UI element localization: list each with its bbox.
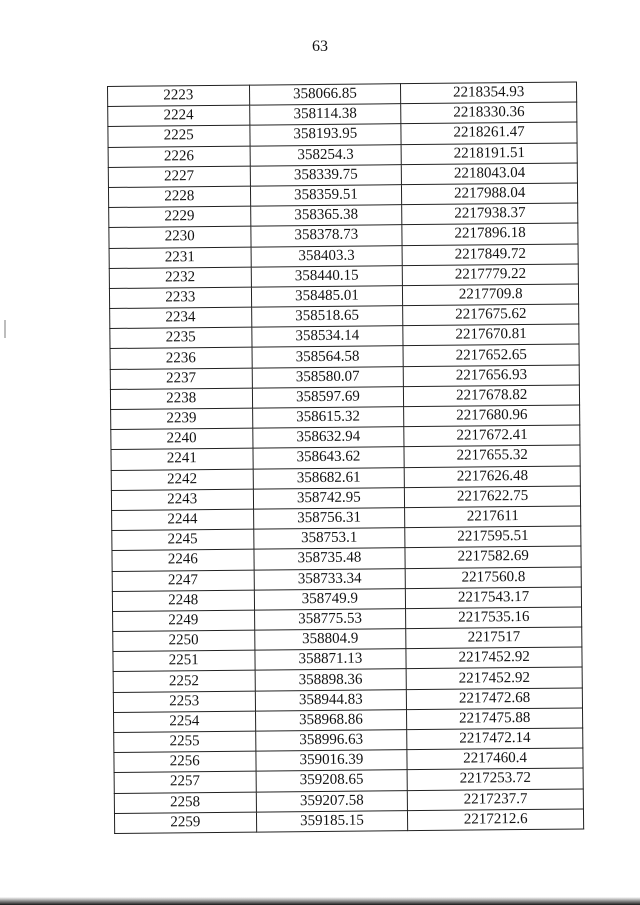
- x-coordinate-cell: 358996.63: [255, 730, 407, 752]
- x-coordinate-cell: 359185.15: [256, 810, 408, 832]
- x-coordinate-cell: 359207.58: [256, 790, 408, 812]
- y-coordinate-cell: 2217475.88: [407, 708, 583, 730]
- point-number-cell: 2241: [111, 448, 253, 470]
- x-coordinate-cell: 358580.07: [252, 366, 404, 388]
- point-number-cell: 2258: [114, 792, 256, 814]
- y-coordinate-cell: 2217543.17: [406, 587, 582, 609]
- y-coordinate-cell: 2217560.8: [405, 566, 581, 588]
- y-coordinate-cell: 2217535.16: [406, 607, 582, 629]
- point-number-cell: 2239: [111, 408, 253, 430]
- point-number-cell: 2243: [111, 489, 253, 511]
- y-coordinate-cell: 2217675.62: [403, 304, 579, 326]
- y-coordinate-cell: 2217896.18: [402, 223, 578, 245]
- point-number-cell: 2244: [112, 509, 254, 531]
- x-coordinate-cell: 358749.9: [254, 588, 406, 610]
- x-coordinate-cell: 358193.95: [249, 124, 401, 146]
- point-number-cell: 2224: [108, 105, 250, 127]
- y-coordinate-cell: 2217472.68: [407, 688, 583, 710]
- y-coordinate-cell: 2217212.6: [408, 809, 584, 831]
- scan-bottom-edge: [0, 897, 640, 905]
- y-coordinate-cell: 2218261.47: [401, 122, 577, 144]
- point-number-cell: 2248: [112, 590, 254, 612]
- y-coordinate-cell: 2217452.92: [406, 667, 582, 689]
- point-number-cell: 2259: [114, 812, 256, 834]
- point-number-cell: 2234: [110, 307, 252, 329]
- x-coordinate-cell: 358615.32: [252, 407, 404, 429]
- coordinate-table: [107, 81, 584, 833]
- x-coordinate-cell: 358339.75: [250, 164, 402, 186]
- x-coordinate-cell: 358742.95: [253, 487, 405, 509]
- x-coordinate-cell: 358254.3: [250, 144, 402, 166]
- point-number-cell: 2230: [109, 226, 251, 248]
- point-number-cell: 2240: [111, 428, 253, 450]
- point-number-cell: 2237: [110, 368, 252, 390]
- y-coordinate-cell: 2217655.32: [404, 445, 580, 467]
- y-coordinate-cell: 2217652.65: [403, 344, 579, 366]
- x-coordinate-cell: 358632.94: [252, 427, 404, 449]
- x-coordinate-cell: 358365.38: [250, 205, 402, 227]
- y-coordinate-cell: 2217622.75: [405, 486, 581, 508]
- y-coordinate-cell: 2217253.72: [407, 768, 583, 790]
- y-coordinate-cell: 2217237.7: [408, 789, 584, 811]
- point-number-cell: 2246: [112, 549, 254, 571]
- x-coordinate-cell: 358564.58: [252, 346, 404, 368]
- x-coordinate-cell: 358485.01: [251, 286, 403, 308]
- y-coordinate-cell: 2217988.04: [402, 183, 578, 205]
- scan-mark: [4, 320, 6, 338]
- x-coordinate-cell: 359016.39: [255, 750, 407, 772]
- x-coordinate-cell: 358066.85: [249, 84, 401, 106]
- y-coordinate-cell: 2217656.93: [404, 365, 580, 387]
- y-coordinate-cell: 2217452.92: [406, 647, 582, 669]
- x-coordinate-cell: 358643.62: [253, 447, 405, 469]
- y-coordinate-cell: 2217779.22: [403, 264, 579, 286]
- x-coordinate-cell: 358733.34: [254, 568, 406, 590]
- x-coordinate-cell: 358898.36: [255, 669, 407, 691]
- point-number-cell: 2236: [110, 348, 252, 370]
- point-number-cell: 2251: [113, 650, 255, 672]
- y-coordinate-cell: 2218330.36: [401, 102, 577, 124]
- y-coordinate-cell: 2217582.69: [405, 546, 581, 568]
- point-number-cell: 2250: [113, 630, 255, 652]
- point-number-cell: 2223: [108, 85, 250, 107]
- point-number-cell: 2249: [113, 610, 255, 632]
- point-number-cell: 2238: [110, 388, 252, 410]
- point-number-cell: 2233: [109, 287, 251, 309]
- point-number-cell: 2254: [114, 711, 256, 733]
- point-number-cell: 2231: [109, 247, 251, 269]
- point-number-cell: 2225: [108, 126, 250, 148]
- point-number-cell: 2252: [113, 671, 255, 693]
- y-coordinate-cell: 2217611: [405, 506, 581, 528]
- x-coordinate-cell: 358944.83: [255, 689, 407, 711]
- x-coordinate-cell: 358597.69: [252, 386, 404, 408]
- point-number-cell: 2226: [108, 146, 250, 168]
- point-number-cell: 2242: [111, 469, 253, 491]
- point-number-cell: 2235: [110, 327, 252, 349]
- x-coordinate-cell: 358804.9: [254, 629, 406, 651]
- point-number-cell: 2228: [108, 186, 250, 208]
- point-number-cell: 2247: [112, 570, 254, 592]
- point-number-cell: 2229: [109, 206, 251, 228]
- x-coordinate-cell: 358775.53: [254, 609, 406, 631]
- y-coordinate-cell: 2218191.51: [401, 143, 577, 165]
- y-coordinate-cell: 2217517: [406, 627, 582, 649]
- x-coordinate-cell: 358403.3: [251, 245, 403, 267]
- x-coordinate-cell: 358735.48: [253, 548, 405, 570]
- point-number-cell: 2245: [112, 529, 254, 551]
- y-coordinate-cell: 2218354.93: [401, 82, 577, 104]
- x-coordinate-cell: 358534.14: [251, 326, 403, 348]
- x-coordinate-cell: 358440.15: [251, 265, 403, 287]
- point-number-cell: 2253: [113, 691, 255, 713]
- point-number-cell: 2255: [114, 731, 256, 753]
- x-coordinate-cell: 358756.31: [253, 508, 405, 530]
- y-coordinate-cell: 2217849.72: [402, 243, 578, 265]
- point-number-cell: 2227: [108, 166, 250, 188]
- x-coordinate-cell: 358378.73: [250, 225, 402, 247]
- y-coordinate-cell: 2217472.14: [407, 728, 583, 750]
- x-coordinate-cell: 358968.86: [255, 709, 407, 731]
- x-coordinate-cell: 358359.51: [250, 185, 402, 207]
- y-coordinate-cell: 2217670.81: [403, 324, 579, 346]
- y-coordinate-cell: 2217678.82: [404, 385, 580, 407]
- x-coordinate-cell: 358753.1: [253, 528, 405, 550]
- y-coordinate-cell: 2217709.8: [403, 284, 579, 306]
- y-coordinate-cell: 2217626.48: [405, 466, 581, 488]
- x-coordinate-cell: 358871.13: [254, 649, 406, 671]
- y-coordinate-cell: 2217595.51: [405, 526, 581, 548]
- point-number-cell: 2232: [109, 267, 251, 289]
- page-number: 63: [312, 38, 328, 55]
- x-coordinate-cell: 358114.38: [249, 104, 401, 126]
- x-coordinate-cell: 358682.61: [253, 467, 405, 489]
- x-coordinate-cell: 359208.65: [256, 770, 408, 792]
- x-coordinate-cell: 358518.65: [251, 306, 403, 328]
- y-coordinate-cell: 2217680.96: [404, 405, 580, 427]
- y-coordinate-cell: 2218043.04: [402, 163, 578, 185]
- point-number-cell: 2257: [114, 771, 256, 793]
- y-coordinate-cell: 2217938.37: [402, 203, 578, 225]
- point-number-cell: 2256: [114, 751, 256, 773]
- table-body: [108, 82, 584, 833]
- table-row: [114, 809, 583, 834]
- y-coordinate-cell: 2217460.4: [407, 748, 583, 770]
- y-coordinate-cell: 2217672.41: [404, 425, 580, 447]
